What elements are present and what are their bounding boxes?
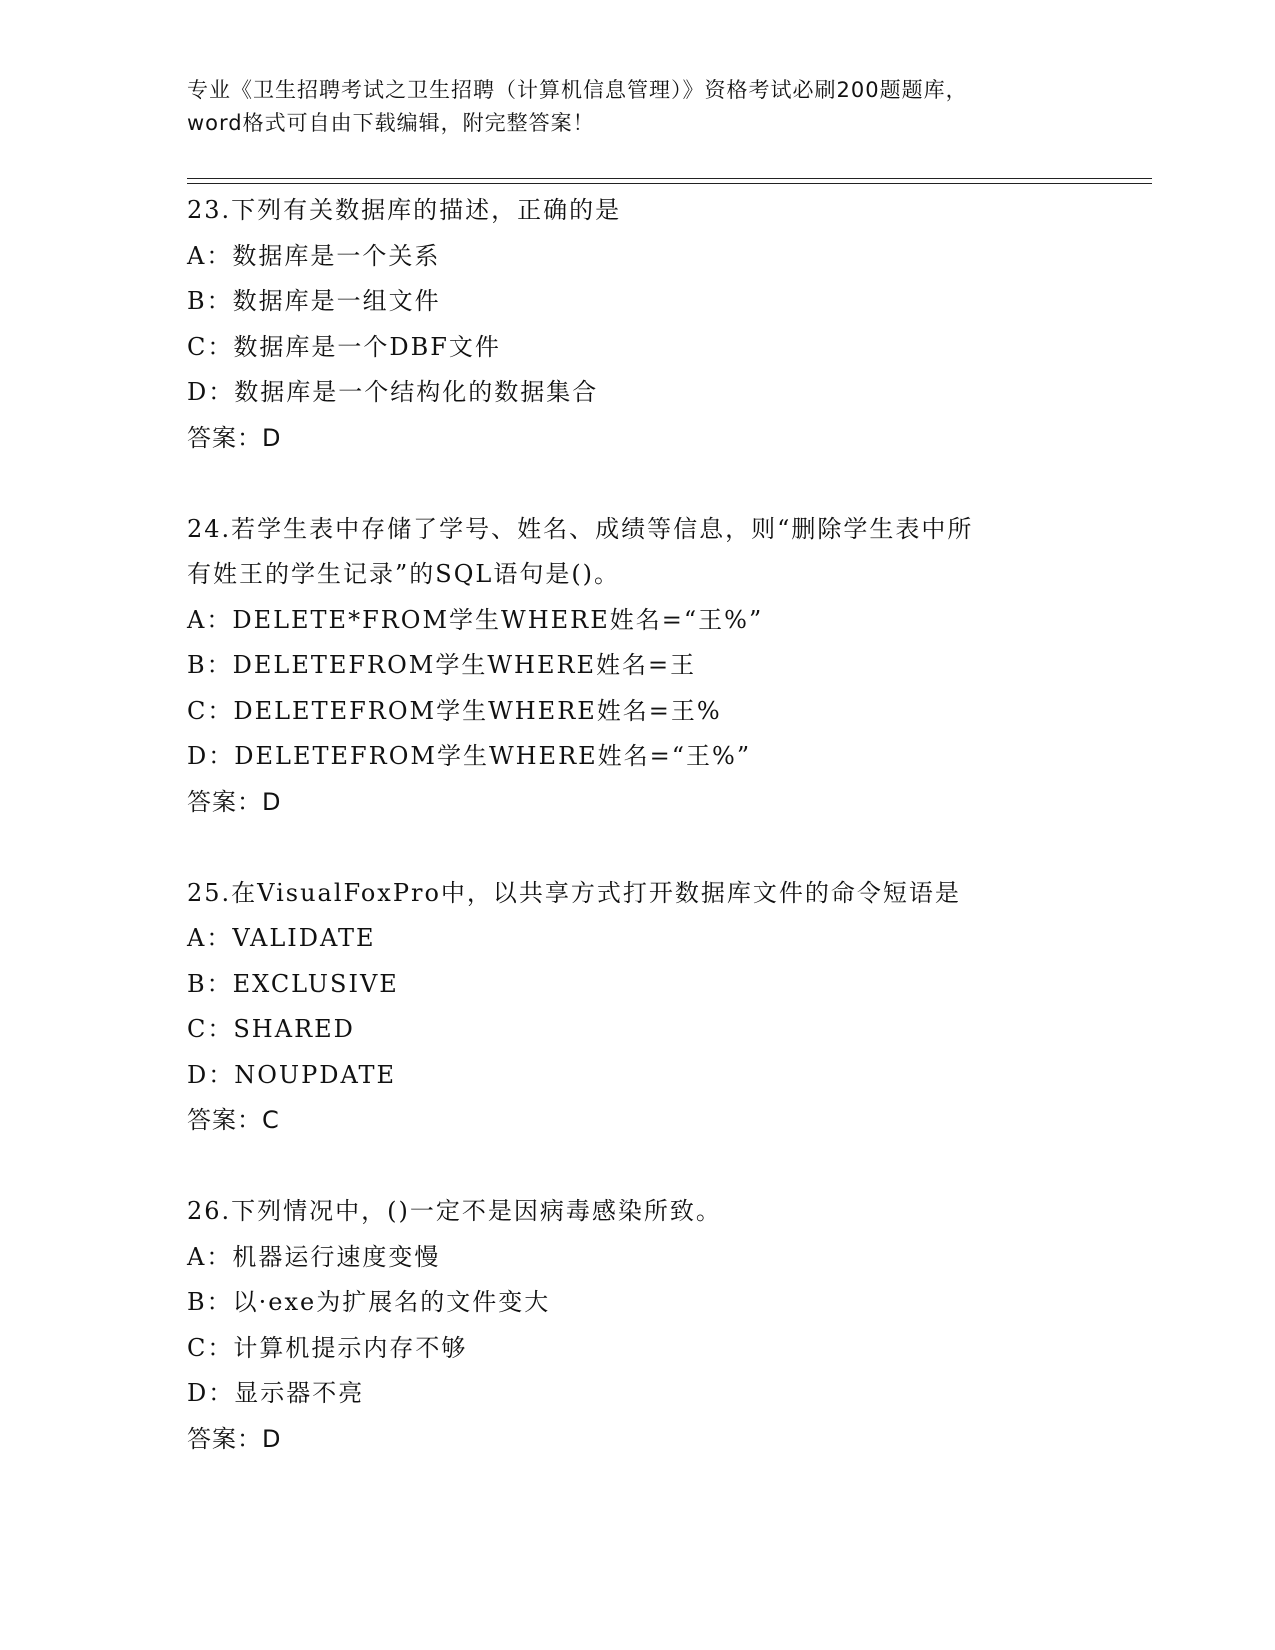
option-b: B：DELETEFROM学生WHERE姓名=王 xyxy=(187,651,697,679)
header-divider-top xyxy=(187,178,1152,179)
option-c: C：计算机提示内存不够 xyxy=(187,1333,468,1362)
question-spacer xyxy=(187,825,1087,871)
document-header xyxy=(187,74,1087,140)
answer: 答案：D xyxy=(187,1424,282,1453)
header-line-1: 专业《卫生招聘考试之卫生招聘（计算机信息管理）》资格考试必刷200题题库， xyxy=(187,78,968,102)
question-stem: 23.下列有关数据库的描述，正确的是 xyxy=(187,196,622,224)
question-stem: 24.若学生表中存储了学号、姓名、成绩等信息，则“删除学生表中所 xyxy=(187,514,974,543)
question-stem: 25.在VisualFoxPro中，以共享方式打开数据库文件的命令短语是 xyxy=(187,878,961,907)
question-26 xyxy=(187,1189,1087,1462)
option-c: C：SHARED xyxy=(187,1015,355,1043)
option-b: B：以·exe为扩展名的文件变大 xyxy=(187,1288,551,1316)
question-spacer xyxy=(187,461,1087,507)
question-stem: 26.下列情况中，()一定不是因病毒感染所致。 xyxy=(187,1197,722,1225)
header-divider-bottom xyxy=(187,183,1152,184)
option-d: D：NOUPDATE xyxy=(187,1060,397,1089)
answer: 答案：D xyxy=(187,787,282,816)
option-c: C：DELETEFROM学生WHERE姓名=王% xyxy=(187,696,722,725)
option-b: B：EXCLUSIVE xyxy=(187,969,399,998)
question-24 xyxy=(187,507,1087,826)
answer: 答案：D xyxy=(187,423,282,452)
option-c: C：数据库是一个DBF文件 xyxy=(187,332,501,361)
option-a: A：DELETE*FROM学生WHERE姓名=“王%” xyxy=(187,605,764,634)
option-a: A：VALIDATE xyxy=(187,924,376,952)
answer: 答案：C xyxy=(187,1106,280,1134)
question-23 xyxy=(187,188,1087,461)
option-a: A：机器运行速度变慢 xyxy=(187,1242,441,1271)
question-list xyxy=(187,188,1087,1462)
option-d: D：DELETEFROM学生WHERE姓名=“王%” xyxy=(187,742,752,770)
question-spacer xyxy=(187,1144,1087,1190)
question-stem-continued: 有姓王的学生记录”的SQL语句是()。 xyxy=(187,560,621,588)
header-line-2: word格式可自由下载编辑，附完整答案！ xyxy=(187,111,595,135)
option-d: D：数据库是一个结构化的数据集合 xyxy=(187,378,599,406)
option-d: D：显示器不亮 xyxy=(187,1379,365,1407)
option-a: A：数据库是一个关系 xyxy=(187,241,441,270)
question-25 xyxy=(187,871,1087,1144)
option-b: B：数据库是一组文件 xyxy=(187,287,441,315)
